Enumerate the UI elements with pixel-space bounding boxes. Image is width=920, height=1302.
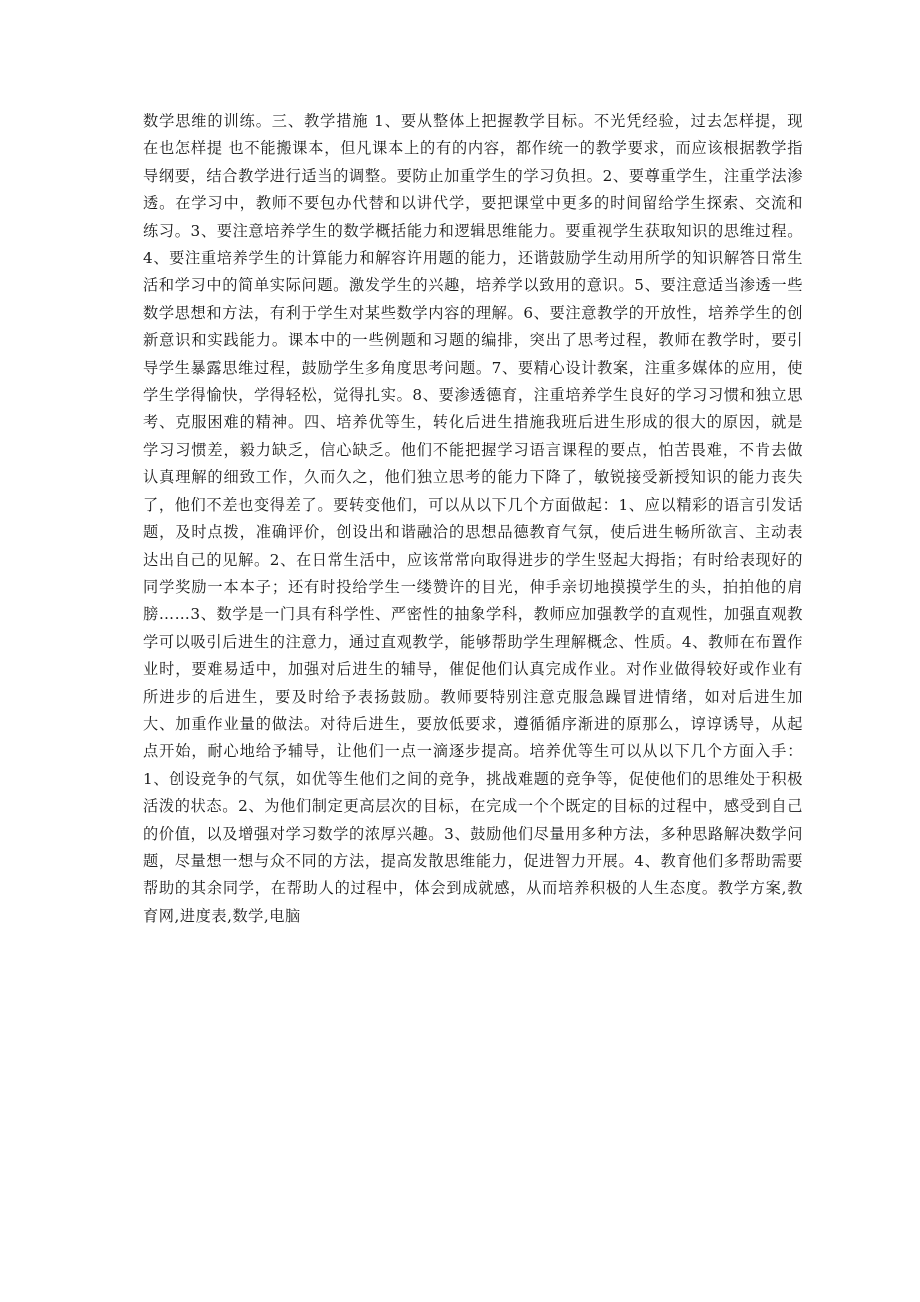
document-body-text: 数学思维的训练。三、教学措施 1、要从整体上把握教学目标。不光凭经验，过去怎样提，现在也怎样提 也不能搬课本，但凡课本上的有的内容，都作统一的教学要求，而应该根据教学指导纲要，结合教学进行适当的调整。要防止加重学生的学习负担。2、要尊重学生，注重学法渗透。在学习中，教师不要包办代替和以讲代学，要把课堂中更多的时间留给学生探索、交流和练习。3、要注意培养学生的数学概括能力和逻辑思维能力。要重视学生获取知识的思维过程。4、要注重培养学生的计算能力和解容许用题的能力，还谐鼓励学生动用所学的知识解答日常生活和学习中的简单实际问题。激发学生的兴趣，培养学以致用的意识。5、要注意适当渗透一些数学思想和方法，有利于学生对某些数学内容的理解。6、要注意教学的开放性，培养学生的创新意识和实践能力。课本中的一些例题和习题的编排，突出了思考过程，教师在教学时，要引导学生暴露思维过程，鼓励学生多角度思考问题。7、要精心设计教案，注重多媒体的应用，使学生学得愉快，学得轻松，觉得扎实。8、要渗透德育，注重培养学生良好的学习习惯和独立思考、克服困难的精神。四、培养优等生，转化后进生措施我班后进生形成的很大的原因，就是学习习惯差，毅力缺乏，信心缺乏。他们不能把握学习语言课程的要点，怕苦畏难，不肯去做认真理解的细致工作，久而久之，他们独立思考的能力下降了，敏锐接受新授知识的能力丧失了，他们不差也变得差了。要转变他们，可以从以下几个方面做起：1、应以精彩的语言引发话题，及时点拨，准确评价，创设出和谐融洽的思想品德教育气氛，使后进生畅所欲言、主动表达出自己的见解。2、在日常生活中，应该常常向取得进步的学生竖起大拇指；有时给表现好的同学奖励一本本子；还有时投给学生一缕赞许的目光，伸手亲切地摸摸学生的头，拍拍他的肩膀……3、数学是一门具有科学性、严密性的抽象学科，教师应加强教学的直观性，加强直观教学可以吸引后进生的注意力，通过直观教学，能够帮助学生理解概念、性质。4、教师在布置作业时，要难易适中，加强对后进生的辅导，催促他们认真完成作业。对作业做得较好或作业有所进步的后进生，要及时给予表扬鼓励。教师要特别注意克服急躁冒进情绪，如对后进生加大、加重作业量的做法。对待后进生，要放低要求，遵循循序渐进的原那么，谆谆诱导，从起点开始，耐心地给予辅导，让他们一点一滴逐步提高。培养优等生可以从以下几个方面入手：1、创设竞争的气氛，如优等生他们之间的竞争，挑战难题的竞争等，促使他们的思维处于积极活泼的状态。2、为他们制定更高层次的目标，在完成一个个既定的目标的过程中，感受到自己的价值，以及增强对学习数学的浓厚兴趣。3、鼓励他们尽量用多种方法，多种思路解决数学问题，尽量想一想与众不同的方法，提高发散思维能力，促进智力开展。4、教育他们多帮助需要帮助的其余同学，在帮助人的过程中，体会到成就感，从而培养积极的人生态度。教学方案,教育网,进度表,数学,电脑 [143, 112, 803, 925]
